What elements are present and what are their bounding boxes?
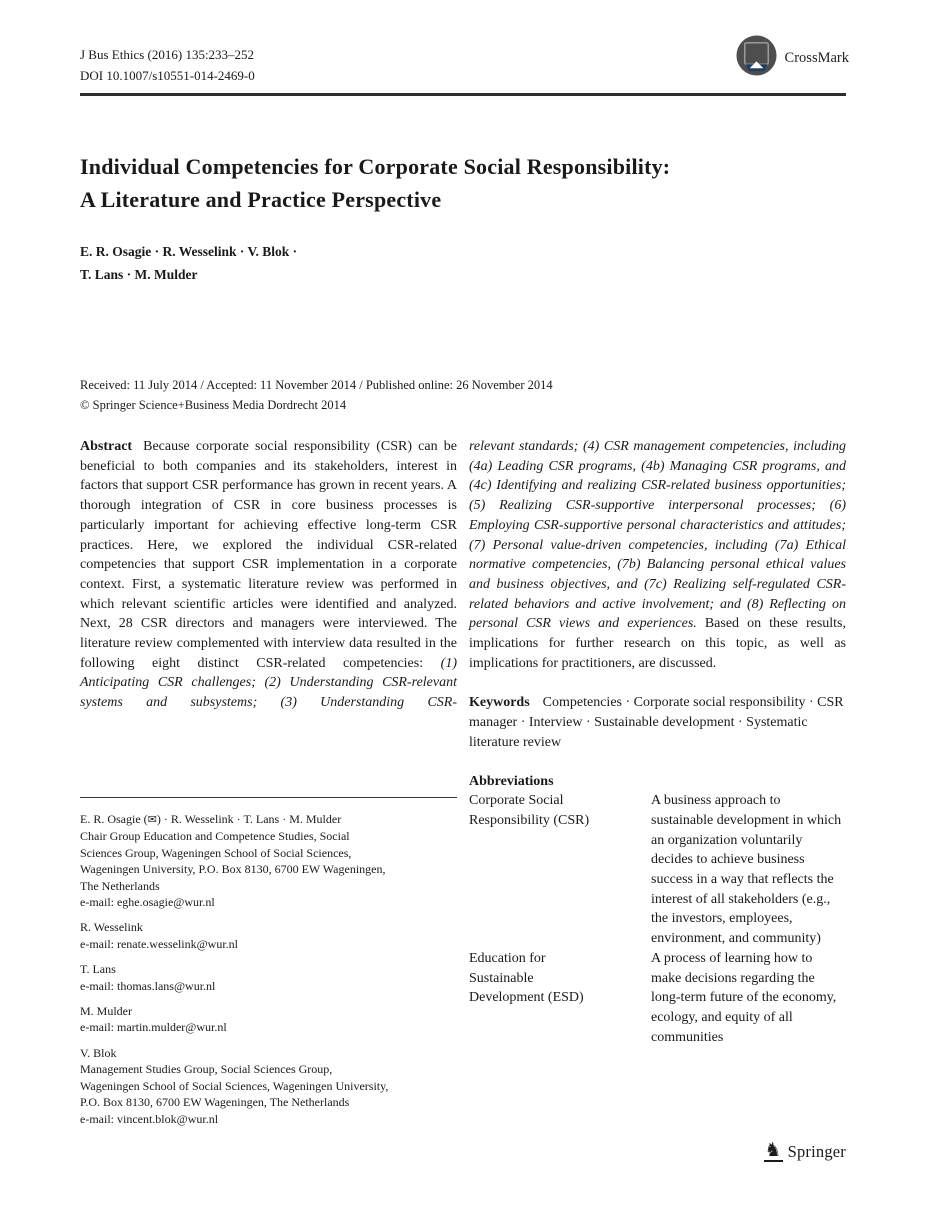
crossmark-label: CrossMark xyxy=(784,49,849,66)
author-email: e-mail: thomas.lans@wur.nl xyxy=(80,978,216,993)
header-rule xyxy=(80,93,846,96)
right-column xyxy=(469,437,846,1047)
abbreviation-term-line: Development (ESD) xyxy=(469,990,584,1006)
page-title xyxy=(80,150,846,216)
abbreviation-term-line: Corporate Social xyxy=(469,793,564,809)
abstract-right-italic: relevant standards; (4) CSR management competencies, including (4a) Leading CSR programs, (4b) Managing CSR programs, and (4c) Identifying and realizing CSR-related business opportunities; (5) Realizing CSR-supportive interpersonal processes; (6) Employing CSR-supportive personal characteristics and attitudes; (7) Personal value-driven competencies, including (7a) Ethical normative competencies, (7b) Balancing personal ethical values and business objectives, and (7c) Realizing self-regulated CSR-related behaviors and active involvement; and (8) Reflecting on personal CSR views and experiences. xyxy=(469,439,846,632)
springer-knight-icon: ♞ xyxy=(764,1140,782,1161)
journal-citation: J Bus Ethics (2016) 135:233–252 xyxy=(80,47,255,62)
footnote-author xyxy=(80,1045,457,1127)
springer-label: Springer xyxy=(787,1141,846,1161)
abbreviation-term xyxy=(469,949,651,1048)
title-line-2: A Literature and Practice Perspective xyxy=(80,187,442,212)
abbreviation-term-line: Sustainable xyxy=(469,970,534,986)
keywords-label: Keywords xyxy=(469,695,530,711)
abstract-left xyxy=(80,437,457,713)
affiliation-line: P.O. Box 8130, 6700 EW Wageningen, The Netherlands xyxy=(80,1095,350,1110)
author-email: e-mail: renate.wesselink@wur.nl xyxy=(80,936,239,951)
footnote-names xyxy=(80,811,457,828)
affiliation-line: Wageningen University, P.O. Box 8130, 6700 EW Wageningen, xyxy=(80,862,386,877)
affiliation-line: Chair Group Education and Competence Studies, Social xyxy=(80,829,350,844)
doi: DOI 10.1007/s10551-014-2469-0 xyxy=(80,68,255,83)
abbreviation-definition: A business approach to sustainable development in which an organization voluntarily decides to achieve business success in a way that reflects the interest of all stakeholders (e.g., the investors, employees, environment, and community) xyxy=(651,793,842,947)
authors-line-2: T. Lans · M. Mulder xyxy=(80,266,198,282)
crossmark-badge[interactable] xyxy=(735,34,849,82)
journal-reference xyxy=(80,44,255,86)
abstract-right xyxy=(469,437,846,673)
abbreviation-term xyxy=(469,791,651,949)
author-email: e-mail: eghe.osagie@wur.nl xyxy=(80,895,215,910)
envelope-icon: ✉ xyxy=(147,814,157,826)
affiliation-line: Sciences Group, Wageningen School of Social Sciences, xyxy=(80,845,352,860)
footnote-names: T. Lans xyxy=(80,962,116,977)
affiliation-line: The Netherlands xyxy=(80,878,160,893)
crossmark-icon xyxy=(735,34,778,82)
abbreviation-entry xyxy=(469,791,846,949)
abbreviation-entry xyxy=(469,949,846,1048)
abbreviations-heading: Abbreviations xyxy=(469,773,554,789)
abstract-label: Abstract xyxy=(80,439,133,454)
footnote-author xyxy=(80,919,457,952)
footnote-names: V. Blok xyxy=(80,1045,117,1060)
footnote-author xyxy=(80,961,457,994)
abstract-right-roman: Based on these results, implications for further research on this topic, as well as implications for practitioners, are discussed. xyxy=(469,616,846,671)
publication-dates xyxy=(80,375,846,415)
footnote-names: M. Mulder xyxy=(80,1004,132,1019)
keywords xyxy=(469,693,846,752)
keywords-text: Competencies · Corporate social responsibility · CSR manager · Interview · Sustainable development · Systematic literature review xyxy=(469,695,844,750)
abstract-left-italic: (1) Anticipating CSR challenges; (2) Understanding CSR-relevant systems and subsystems; (3) Understanding CSR- xyxy=(80,655,457,711)
received-accepted-line: Received: 11 July 2014 / Accepted: 11 November 2014 / Published online: 26 November 2014 xyxy=(80,378,553,392)
abbreviation-term-line: Education for xyxy=(469,950,546,966)
abstract-left-roman: Because corporate social responsibility (CSR) can be beneficial to both companies and its stakeholders, interest in factors that support CSR performance has grown in recent years. A thorough integration of CSR in core business processes is particularly important for achieving effective long-term CSR practices. Here, we explored the individual CSR-related competencies that support CSR implementation in a corporate context. First, a systematic literature review was performed in which relevant scientific articles were identified and analyzed. Next, 28 CSR directors and managers were interviewed. The literature review complemented with interview data resulted in the following eight distinct CSR-related competencies: xyxy=(80,439,457,671)
footnote-author xyxy=(80,1003,457,1036)
footnote-rule xyxy=(80,797,457,798)
author-email: e-mail: martin.mulder@wur.nl xyxy=(80,1020,227,1035)
left-column xyxy=(80,437,457,713)
author-list xyxy=(80,241,680,286)
affiliation-line: Wageningen School of Social Sciences, Wageningen University, xyxy=(80,1078,389,1093)
authors-line-1: E. R. Osagie · R. Wesselink · V. Blok · xyxy=(80,244,298,259)
footnote-names-post: ) · R. Wesselink · T. Lans · M. Mulder xyxy=(156,812,342,826)
copyright-line: © Springer Science+Business Media Dordrecht 2014 xyxy=(80,398,347,412)
author-email: e-mail: vincent.blok@wur.nl xyxy=(80,1111,219,1126)
abbreviation-definition: A process of learning how to make decisions regarding the long-term future of the economy, ecology, and equity of all communities xyxy=(651,950,837,1045)
title-line-1: Individual Competencies for Corporate Social Responsibility: xyxy=(80,154,671,179)
springer-logo xyxy=(764,1141,846,1162)
footnotes xyxy=(80,797,457,1136)
footnote-names: R. Wesselink xyxy=(80,920,143,935)
affiliation-line: Management Studies Group, Social Sciences Group, xyxy=(80,1062,333,1077)
abbreviation-term-line: Responsibility (CSR) xyxy=(469,812,590,828)
footnote-names-pre: E. R. Osagie ( xyxy=(80,812,148,826)
footnote-corresponding-author xyxy=(80,811,457,910)
